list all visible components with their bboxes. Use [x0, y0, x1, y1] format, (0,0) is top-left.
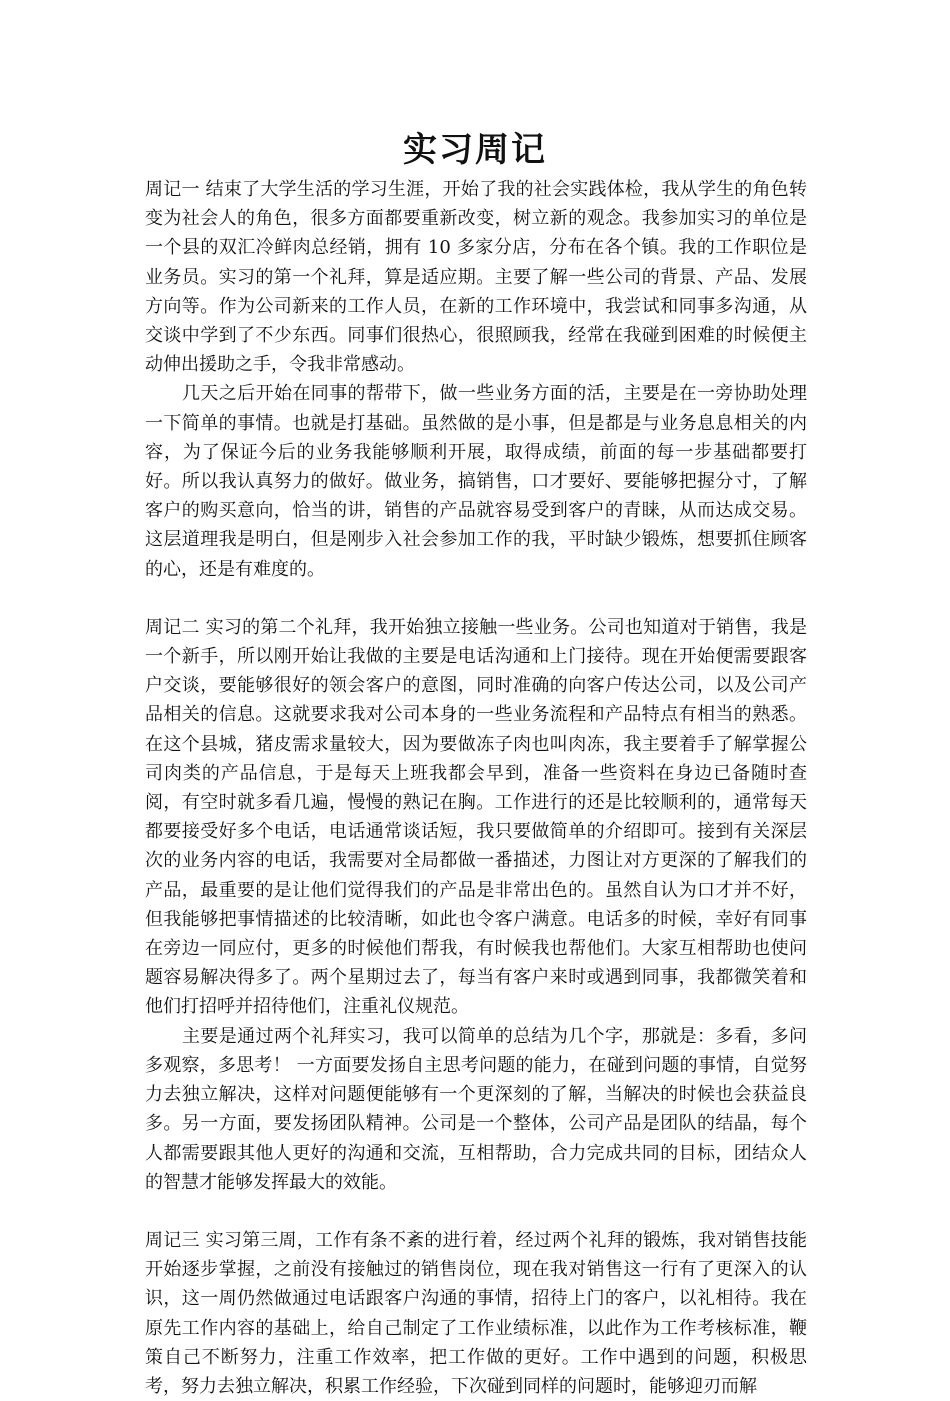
paragraph-week-three: 周记三 实习第三周，工作有条不紊的进行着，经过两个礼拜的锻炼，我对销售技能开始逐步掌握，之前没有接触过的销售岗位，现在我对销售这一行有了更深入的认识，这一周仍然做通过电话跟客户沟通的事情，招待上门的客户，以礼相待。我在原先工作内容的基础上，给自己制定了工作业绩标准，以此作为工作考核标准，鞭策自己不断努力，注重工作效率，把工作做的更好。工作中遇到的问题，积极思考，努力去独立解决，积累工作经验，下次碰到同样的问题时，能够迎刃而解 — [145, 1229, 807, 1397]
paragraph-spacer — [145, 1197, 807, 1226]
paragraph-week-one-continued: 几天之后开始在同事的帮带下，做一些业务方面的活，主要是在一旁协助处理一下简单的事情。也就是打基础。虽然做的是小事，但是都是与业务息息相关的内容，为了保证今后的业务我能够顺利开展，取得成绩，前面的每一步基础都要打好。所以我认真努力的做好。做业务，搞销售，口才要好、要能够把握分寸，了解客户的购买意向，恰当的讲，销售的产品就容易受到客户的青睐，从而达成交易。这层道理我是明白，但是刚步入社会参加工作的我，平时缺少锻炼，想要抓住顾客的心，还是有难度的。 — [145, 383, 807, 580]
paragraph-week-two: 周记二 实习的第二个礼拜，我开始独立接触一些业务。公司也知道对于销售，我是一个新手，所以刚开始让我做的主要是电话沟通和上门接待。现在开始便需要跟客户交谈，要能够很好的领会客户的意图，同时准确的向客户传达公司，以及公司产品相关的信息。这就要求我对公司本身的一些业务流程和产品特点有相当的熟悉。在这个县城，猪皮需求量较大，因为要做冻子肉也叫肉冻，我主要着手了解掌握公司肉类的产品信息，于是每天上班我都会早到，准备一些资料在身边已备随时查阅，有空时就多看几遍，慢慢的熟记在胸。工作进行的还是比较顺利的，通常每天都要接受好多个电话，电话通常谈话短，我只要做简单的介绍即可。接到有关深层次的业务内容的电话，我需要对全局都做一番描述，力图让对方更深的了解我们的产品，最重要的是让他们觉得我们的产品是非常出色的。虽然自认为口才并不好，但我能够把事情描述的比较清晰，如此也令客户满意。电话多的时候，幸好有同事在旁边一同应付，更多的时候他们帮我，有时候我也帮他们。大家互相帮助也使问题容易解决得多了。两个星期过去了，每当有客户来时或遇到同事，我都微笑着和他们打招呼并招待他们，注重礼仪规范。 — [145, 616, 807, 1018]
paragraph-week-two-summary: 主要是通过两个礼拜实习，我可以简单的总结为几个字，那就是：多看，多问多观察，多思考！ 一方面要发扬自主思考问题的能力，在碰到问题的事情，自觉努力去独立解决，这样对问题便能够有一个更深刻的了解，当解决的时候也会获益良多。另一方面，要发扬团队精神。公司是一个整体，公司产品是团队的结晶，每个人都需要跟其他人更好的沟通和交流，互相帮助，合力完成共同的目标，团结众人的智慧才能够发挥最大的效能。 — [145, 1025, 807, 1193]
document-title: 实习周记 — [403, 130, 547, 170]
paragraph-week-one: 周记一 结束了大学生活的学习生涯，开始了我的社会实践体检，我从学生的角色转变为社会人的角色，很多方面都要重新改变，树立新的观念。我参加实习的单位是一个县的双汇冷鲜肉总经销，拥有 10 多家分店，分布在各个镇。我的工作职位是业务员。实习的第一个礼拜，算是适应期。主要了解一些公司的背景、产品、发展方向等。作为公司新来的工作人员，在新的工作环境中，我尝试和同事多沟通，从交谈中学到了不少东西。同事们很热心，很照顾我，经常在我碰到困难的时候便主动伸出援助之手，令我非常感动。 — [145, 179, 807, 376]
document-body — [145, 175, 807, 1401]
paragraph-spacer — [145, 584, 807, 613]
